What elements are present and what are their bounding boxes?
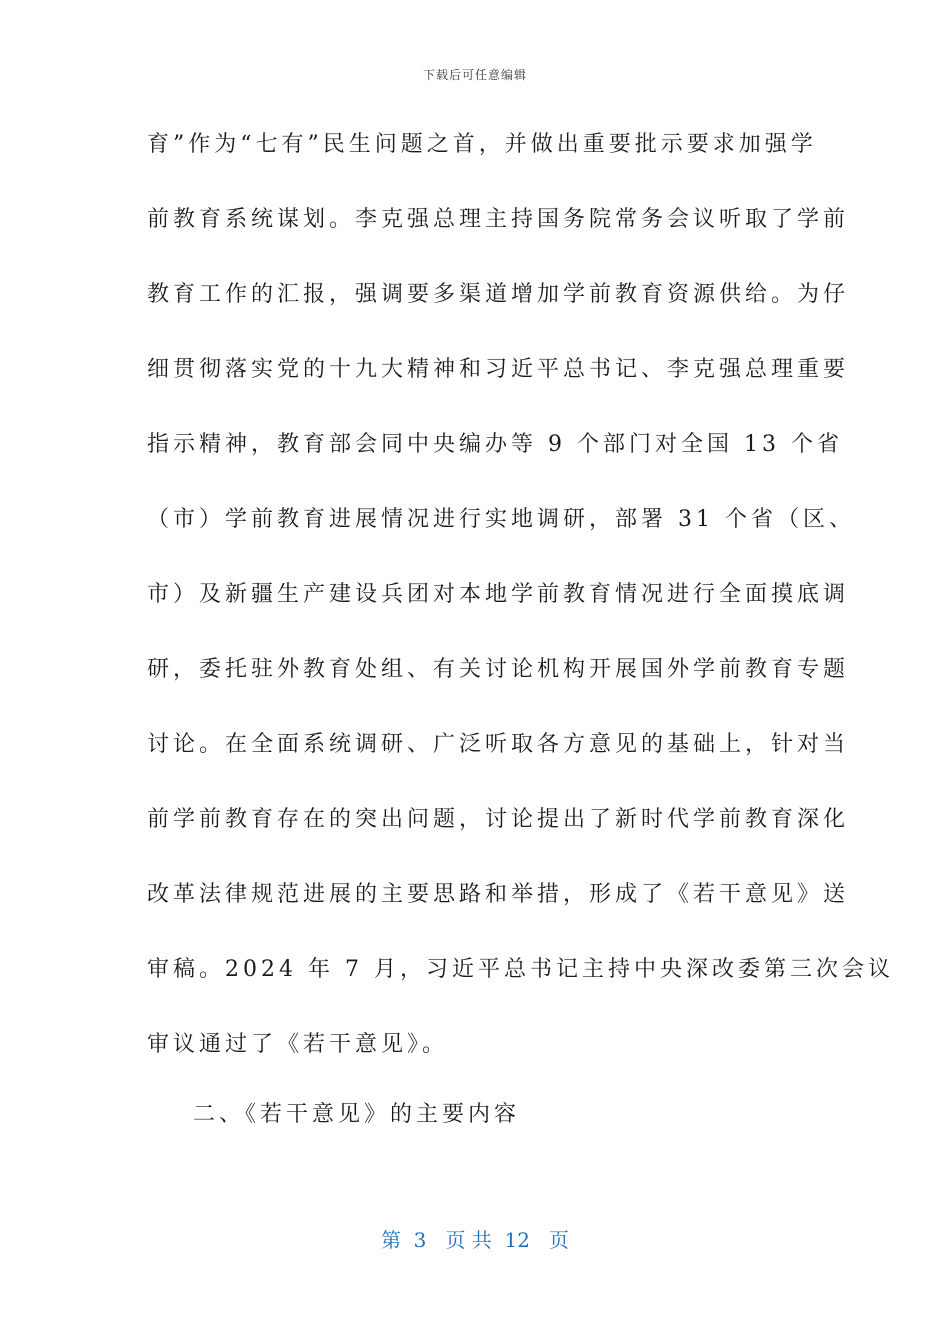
paragraph-line: 前学前教育存在的突出问题，讨论提出了新时代学前教育深化 bbox=[147, 807, 850, 832]
paragraph-line: 改革法律规范进展的主要思路和举措，形成了《若干意见》送 bbox=[147, 882, 850, 907]
paragraph-line: 市）及新疆生产建设兵团对本地学前教育情况进行全面摸底调 bbox=[147, 582, 850, 607]
page-header: 下载后可任意编辑 bbox=[422, 68, 527, 82]
paragraph-line: 前教育系统谋划。李克强总理主持国务院常务会议听取了学前 bbox=[147, 207, 850, 232]
paragraph-line: 教育工作的汇报，强调要多渠道增加学前教育资源供给。为仔 bbox=[147, 282, 850, 307]
paragraph-line: （市）学前教育进展情况进行实地调研，部署 31 个省（区、 bbox=[147, 507, 855, 532]
paragraph-line: 研，委托驻外教育处组、有关讨论机构开展国外学前教育专题 bbox=[147, 657, 850, 682]
paragraph-line: 审议通过了《若干意见》。 bbox=[147, 1032, 449, 1057]
page-number-footer: 第 3 页 共 12 页 bbox=[380, 1228, 570, 1252]
section-heading: 二、《若干意见》的主要内容 bbox=[193, 1102, 521, 1127]
document-body bbox=[147, 124, 894, 1099]
paragraph-line: 指示精神，教育部会同中央编办等 9 个部门对全国 13 个省 bbox=[147, 432, 843, 457]
paragraph-line: 审稿。2024 年 7 月，习近平总书记主持中央深改委第三次会议 bbox=[147, 957, 894, 982]
paragraph-line: 育”作为“七有”民生问题之首，并做出重要批示要求加强学 bbox=[147, 132, 817, 157]
paragraph-line: 讨论。在全面系统调研、广泛听取各方意见的基础上，针对当 bbox=[147, 732, 850, 757]
paragraph-line: 细贯彻落实党的十九大精神和习近平总书记、李克强总理重要 bbox=[147, 357, 850, 382]
